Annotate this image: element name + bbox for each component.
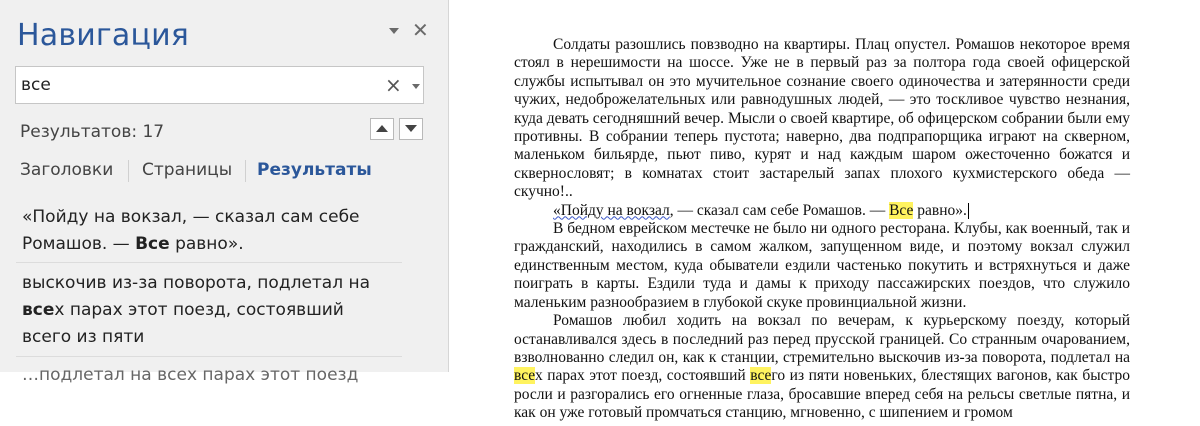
document-page[interactable] (449, 0, 1200, 426)
document-body[interactable] (514, 36, 1130, 423)
pane-title: Навигация (17, 18, 190, 53)
result-text: …подлетал на всех парах этот поезд (22, 365, 359, 385)
next-result-button[interactable] (399, 118, 423, 140)
pane-options-chevron-icon[interactable] (387, 24, 401, 38)
search-box (15, 66, 424, 104)
spelling-underline-text: «Пойду на вокзал (553, 201, 670, 219)
search-options-chevron-down-icon[interactable] (412, 84, 422, 92)
navigation-pane (0, 0, 449, 385)
paragraph-text: го из пяти новеньких, блестящих вагонов, как быстро росли и разгорались его огненные глаза, бросавшие вперед себя на рельсы светлые пятна, и как он уже готовый промчаться станцию, мгновенно, с шипением и громом (514, 367, 1130, 422)
tab-headings[interactable]: Заголовки (20, 160, 114, 180)
search-input[interactable] (16, 67, 376, 103)
previous-result-button[interactable] (370, 118, 394, 140)
tab-pages[interactable]: Страницы (142, 160, 233, 180)
paragraph (514, 312, 1130, 422)
close-icon[interactable]: ✕ (412, 18, 429, 42)
clear-search-icon[interactable]: × (385, 73, 402, 97)
paragraph: Солдаты разошлись повзводно на квартиры. Плац опустел. Ромашов некоторое время стоял в нерешимости на шоссе. Уже не в первый раз за полтора года своей офицерской службы испытывал он это мучительное сознание своего одиночества и затерянности среди чужих, недоброжелательных или равнодушных людей, — это тоскливое чувство незнания, куда девать сегодняшний вечер. Мысли о своей квартире, об офицерском собрании были ему противны. В собрании теперь пустота; наверно, два подпрапорщика играют на скверном, маленьком бильярде, пьют пиво, курят и над каждым шаром ожесточенно божатся и сквернословят; в комнатах стоит застарелый запах плохого кухмистерского обеда — скучно!.. (514, 36, 1130, 201)
paragraph-text: равно». (913, 201, 967, 219)
result-text: равно». (169, 234, 244, 254)
tab-divider (245, 160, 246, 182)
search-highlight: все (514, 367, 535, 385)
paragraph-text: , — сказал сам себе Ромашов. — (669, 201, 890, 219)
result-match: Все (135, 234, 170, 254)
results-count: Результатов: 17 (20, 122, 165, 142)
result-text: «Пойду на вокзал, — сказал сам себе Ромашов. — (22, 207, 360, 254)
text-cursor (968, 203, 969, 219)
paragraph: В бедном еврейском местечке не было ни одного ресторана. Клубы, как военный, так и гражданский, находились в самом жалком, запущенном виде, и поэтому вокзал служил единственным местом, куда обыватели ездили частенько покутить и встряхнуться и даже поиграть в карты. Ездили туда и дамы к приходу пассажирских поездов, что служило маленьким разнообразием в глубокой скуке провинциальной жизни. (514, 220, 1130, 311)
result-text: выскочив из-за поворота, подлетал на (22, 273, 371, 293)
search-highlight: Все (889, 201, 914, 219)
paragraph-text: х парах этот поезд, состоявший (534, 367, 751, 385)
tab-divider (128, 160, 129, 182)
result-item[interactable] (0, 270, 400, 356)
tab-results[interactable]: Результаты (257, 160, 372, 180)
paragraph-text: Ромашов любил ходить на вокзал по вечерам, к курьерскому поезду, который останавливался здесь в последний раз перед прусской границей. Со странным очарованием, взволнованно следил он, как к станции, стремительно выскочив из-за поворота, подлетал на (514, 312, 1130, 366)
result-item[interactable] (0, 204, 400, 264)
result-match: все (22, 300, 55, 320)
paragraph (514, 202, 1130, 220)
result-divider (16, 262, 402, 263)
result-text: х парах этот поезд, состоявший всего из пяти (22, 300, 344, 347)
search-highlight: все (750, 367, 772, 385)
result-item[interactable] (0, 362, 400, 392)
result-divider (16, 356, 402, 357)
